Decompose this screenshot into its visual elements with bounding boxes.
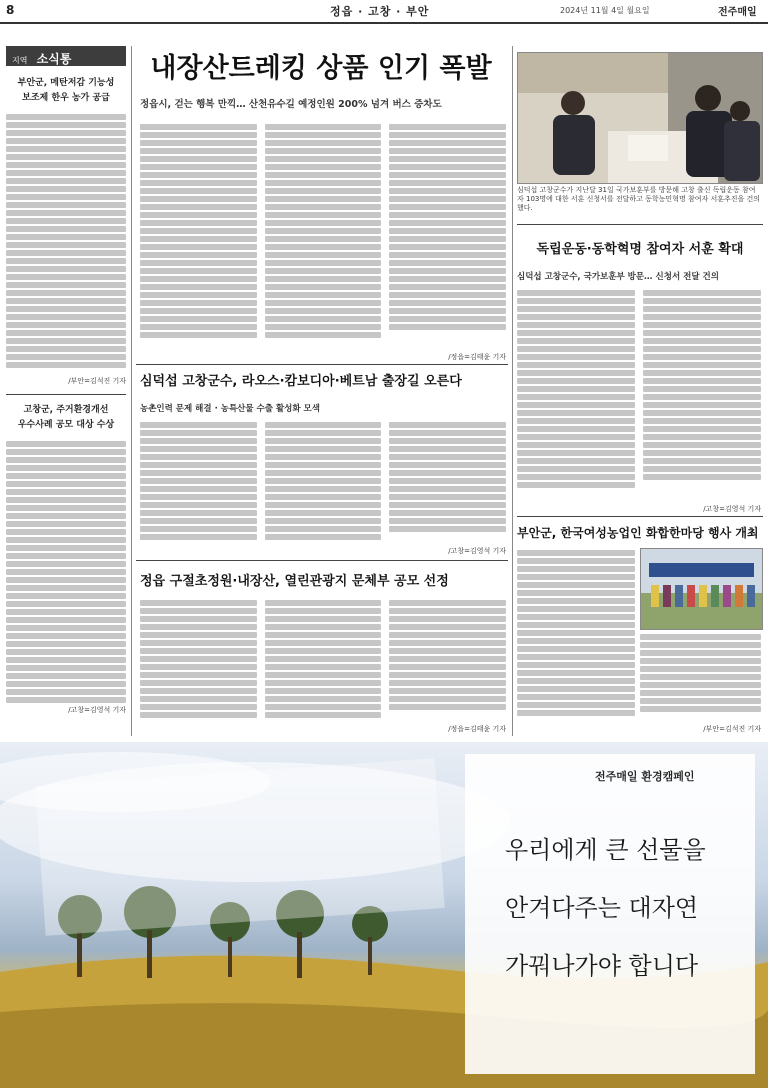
- ad-line-3: 가꿔나가야 합니다: [505, 952, 699, 980]
- sidebar-tag-news: 소식통: [36, 52, 72, 66]
- news-photo: [517, 52, 763, 184]
- lead-headline: 내장산트레킹 상품 인기 폭발: [150, 53, 492, 84]
- paper-name: 전주매일: [718, 7, 757, 18]
- sidebar-story-2-headline-line2: 우수사례 공모 대상 수상: [17, 420, 115, 430]
- article3-byline: /고창=김영석 기자: [448, 547, 506, 555]
- column-divider-right: [512, 46, 513, 736]
- article5-byline: /정읍=김태윤 기자: [448, 725, 506, 733]
- article2-byline: /고창=김영석 기자: [703, 505, 761, 513]
- article2-subhead: 심덕섭 고창군수, 국가보훈부 방문… 신청서 전달 건의: [517, 272, 719, 282]
- sidebar-tag-region: 지역: [12, 56, 28, 65]
- lead-subhead: 정읍시, 걷는 행복 만끽… 산천유수길 예정인원 200% 넘겨 버스 증차도: [140, 99, 442, 110]
- article4-byline: /부안=김석진 기자: [703, 725, 761, 733]
- lead-byline: /정읍=김태윤 기자: [448, 353, 506, 361]
- group-photo-icon: [641, 549, 762, 629]
- sidebar-story-2-byline: /고창=김영석 기자: [68, 706, 126, 714]
- sidebar: [6, 46, 126, 736]
- ad-card: [465, 754, 755, 1074]
- ad-line-1: 우리에게 큰 선물을: [505, 836, 706, 864]
- sidebar-story-1-body: [6, 114, 126, 376]
- lead-body: [140, 124, 506, 350]
- article4-body-right: [640, 634, 761, 720]
- article3-headline: 심덕섭 고창군수, 라오스·캄보디아·베트남 출장길 오른다: [140, 374, 462, 389]
- sidebar-story-1-headline-line2: 보조제 한우 농가 공급: [22, 93, 110, 103]
- article5-headline: 정읍 구절초정원·내장산, 열린관광지 문체부 공모 선정: [140, 574, 449, 589]
- article4-headline: 부안군, 한국여성농업인 화합한마당 행사 개최: [517, 526, 759, 540]
- page-header: [0, 0, 768, 24]
- event-photo: [640, 548, 763, 630]
- environment-campaign-ad: [0, 742, 768, 1088]
- issue-date: 2024년 11월 4일 월요일: [560, 6, 650, 15]
- sidebar-tag: [6, 46, 126, 66]
- sidebar-story-1-headline-line1: 부안군, 메탄저감 기능성: [17, 78, 115, 88]
- article3-subhead: 농촌인력 문제 해결 · 농특산물 수출 활성화 모색: [140, 404, 320, 414]
- sidebar-story-2-headline-line1: 고창군, 주거환경개선: [23, 405, 109, 415]
- column-divider: [131, 46, 132, 736]
- sidebar-story-1-headline: [6, 76, 126, 106]
- article2-body: [517, 290, 761, 500]
- article5-body: [140, 600, 506, 722]
- ad-title: 전주매일 환경캠페인: [595, 770, 695, 783]
- article4-body-left: [517, 550, 635, 720]
- article3-body: [140, 422, 506, 544]
- article2-headline: 독립운동·동학혁명 참여자 서훈 확대: [536, 242, 744, 257]
- meeting-photo-icon: [518, 53, 762, 183]
- sidebar-story-1-byline: /부안=김석진 기자: [68, 377, 126, 385]
- sidebar-story-2-headline: [6, 403, 126, 433]
- section-title: 정읍 · 고창 · 부안: [330, 5, 430, 18]
- page-number: 8: [6, 3, 15, 17]
- photo-caption: 심덕섭 고창군수가 지난달 31일 국가보훈부를 방문해 고창 출신 독립운동 참여자 103명에 대한 서훈 신청서를 전달하고 동학농민혁명 참여자 서훈추진을 건의했다.: [517, 186, 761, 212]
- sidebar-story-2-body: [6, 441, 126, 705]
- ad-line-2: 안겨다주는 대자연: [505, 894, 699, 922]
